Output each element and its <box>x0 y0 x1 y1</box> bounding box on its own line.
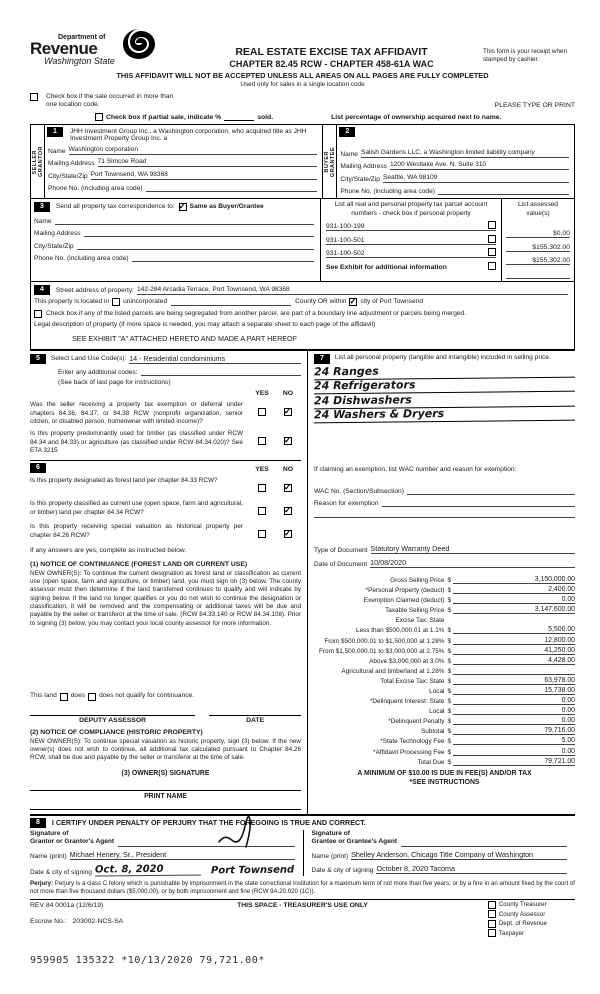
tax-row-personal: *Personal Property (deduct) $ 2,400.00 <box>365 586 575 595</box>
parcel-row <box>326 245 496 259</box>
q-yes-checkbox <box>258 484 266 492</box>
tax-row-total-due: Total Due $ 79,721.00 <box>417 757 575 766</box>
segregated-checkbox <box>34 310 42 318</box>
tax-row-penalty: *Delinquent Penalty $ 0.00 <box>388 717 575 726</box>
body-columns <box>30 350 575 814</box>
no-header: NO <box>282 466 294 474</box>
parcel-number: 931-100-501 <box>326 236 365 244</box>
tax-value <box>453 674 575 675</box>
legal-description-value: SEE EXHIBIT "A" ATTACHED HERETO AND MADE A PART HEREOF <box>72 333 298 343</box>
land-use-label: Select Land Use Code(s): <box>50 355 127 363</box>
tax-row-agricultural: Agricultural and timberland at 1.28% $ <box>314 665 575 675</box>
buyer-side-label1: BUYER <box>323 151 330 173</box>
tax-label: Less than $500,000.01 at 1.1% <box>355 627 445 635</box>
personal-property-item: 24 Ranges <box>314 362 575 379</box>
does-not-label: does not qualify for continuance. <box>99 692 195 700</box>
personal-property-header: List all personal property (tangible and intangible) included in selling price. <box>334 353 551 361</box>
grantor-name-value: Michael Henery, Sr., President <box>70 850 295 860</box>
parcel-personal-checkbox <box>488 221 496 229</box>
grantee-signature-block <box>303 830 576 876</box>
section6-badge: 6 <box>30 463 46 473</box>
tax-value: 3,150,000.00 <box>453 576 575 584</box>
additional-codes-label: Enter any additional codes: <box>58 369 138 377</box>
grantor-date-label: Date & city of signing <box>30 868 92 876</box>
personal-property-item: 24 Refrigerators <box>314 377 575 394</box>
tax-label: Local <box>429 708 445 716</box>
grantor-sig-label2: Grantor or Grantor's Agent <box>30 838 115 846</box>
tax-value: 0.00 <box>453 697 575 705</box>
grantor-signature-scribble <box>215 814 285 848</box>
section8-badge: 8 <box>30 818 46 828</box>
tax-value: 0.00 <box>453 748 575 756</box>
county-treasurer-checkbox <box>488 901 496 909</box>
doc-date-label: Date of Document <box>314 560 368 568</box>
qualify-prefix: This land <box>30 692 57 700</box>
corr-address-label: Mailing Address <box>34 230 81 238</box>
tax-label: Total Excise Tax: State <box>380 677 445 685</box>
doc-type-label: Type of Document <box>314 547 368 555</box>
legal-description-label: Legal description of property (if more space is needed, you may attach a separate sheet to each page of the affidavit) <box>34 321 376 329</box>
same-as-buyer-label: Same as Buyer/Grantee <box>189 203 264 211</box>
parcel-row <box>326 231 496 245</box>
see-instructions-note: *SEE INSTRUCTIONS <box>409 778 480 786</box>
ownership-note: List percentage of ownership acquired next to name. <box>331 114 502 122</box>
tax-value: 5,500.00 <box>453 626 575 634</box>
tax-label: Total Due <box>417 758 445 766</box>
copy-row <box>488 920 547 928</box>
tax-row-taxable: Taxable Selling Price $ 3,147,600.00 <box>385 606 575 615</box>
q-yes-checkbox <box>258 408 266 416</box>
tax-value: 5.00 <box>453 737 575 745</box>
multi-location-label: Check box if the sale occurred in more than one location code. <box>46 93 174 109</box>
parcel-number: 931-100-199 <box>326 223 365 231</box>
q-no-checkbox <box>284 408 292 416</box>
assessed-value: $155,302.00 <box>506 238 570 252</box>
logo-revenue-text: Revenue <box>30 39 98 58</box>
question-row <box>30 477 301 496</box>
corr-name-value <box>55 216 314 225</box>
print-name-label: PRINT NAME <box>144 792 187 800</box>
section3 <box>30 199 575 281</box>
tax-row-excise-head <box>314 614 575 624</box>
grantee-sig-label2: Grantee or Grantee's Agent <box>311 838 398 846</box>
personal-property-item: 24 Dishwashers <box>314 391 575 408</box>
question-text: Is this property classified as current use (open space, farm and agricultural, or timber) land per chapter 84.34 RCW? <box>30 500 243 516</box>
tax-row-delinquent-state: *Delinquent Interest: State $ 0.00 <box>369 697 575 706</box>
section3-badge: 3 <box>34 202 50 212</box>
seller-phone-value <box>146 183 318 192</box>
copy-row <box>488 929 547 937</box>
yes-header: YES <box>255 390 269 398</box>
no-header: NO <box>282 390 294 398</box>
q-yes-checkbox <box>258 507 266 515</box>
partial-sale-row <box>30 113 575 121</box>
please-type-note: PLEASE TYPE OR PRINT <box>494 102 575 110</box>
section5-badge: 5 <box>30 354 46 364</box>
tax-value: 3,147,600.00 <box>453 606 575 614</box>
q-yes-checkbox <box>258 437 266 445</box>
seller-side-strip <box>31 125 45 198</box>
buyer-side-strip <box>323 125 337 198</box>
grantor-date-value: Oct. 8, 2020 <box>95 863 201 876</box>
located-prefix: This property is located in <box>34 297 110 305</box>
question-text: Was the seller receiving a property tax exemption or deferral under chapters 84.36, 84.37, or 84.38 RCW (nonprofit organization, senior citizen, or disabled person, homeowner with limited income)? <box>30 401 243 426</box>
seller-name-value: Washington corporation <box>69 146 318 155</box>
acceptance-notice: THIS AFFIDAVIT WILL NOT BE ACCEPTED UNLESS ALL AREAS ON ALL PAGES ARE FULLY COMPLETED <box>116 71 489 80</box>
tax-value: 2,400.00 <box>453 586 575 594</box>
grantee-sig-label1: Signature of <box>311 829 350 837</box>
treasurer-use-label: THIS SPACE - TREASURER'S USE ONLY <box>237 901 368 909</box>
form-title: REAL ESTATE EXCISE TAX AFFIDAVIT <box>235 46 428 58</box>
tax-row-local: Local $ 15,738.00 <box>429 687 575 695</box>
tax-label: *Delinquent Interest: State <box>369 698 445 706</box>
tax-value: 0.00 <box>453 717 575 725</box>
section7-badge: 7 <box>314 354 330 364</box>
grantor-sig-label1: Signature of <box>30 829 69 837</box>
corr-name-label: Name <box>34 217 52 225</box>
city-checkbox <box>349 298 357 306</box>
see-exhibit-checkbox <box>488 262 496 270</box>
seller-preamble: JHH Investment Group Inc., a Washington corporation, who acquired title as JHH Investment Property Group Inc. a <box>70 128 307 143</box>
assessed-value: $155,302.00 <box>506 252 570 266</box>
seller-phone-label: Phone No. (including area code) <box>48 185 143 193</box>
title-block <box>180 34 483 69</box>
partial-sale-label: Check box if partial sale, indicate % <box>106 114 222 122</box>
tax-row-tier3: From $1,500,000.01 to $3,000,000 at 2.75% $ 41,250.00 <box>319 646 575 655</box>
assessed-value-blank <box>506 265 570 279</box>
parcel-row <box>326 218 496 232</box>
question-text: Is this property designated as forest land per chapter 84.33 RCW? <box>30 477 218 485</box>
q-no-checkbox <box>284 484 292 492</box>
buyer-city-label: City/State/Zip <box>340 175 380 183</box>
continuance-text: NEW OWNER(S): To continue the current designation as forest land or classification as current use (open space, farm and agriculture, or timber) land, you must sign on (3) below. The county assessor must then determine if the land transferred continues to qualify and will indicate by signing below. If the land no longer qualifies or you do not wish to continue the designation or classification, it will be removed and the compensating or additional taxes will be due and payable by the seller or transferor at the time of sale. (RCW 84.33.140 or RCW 84.34.108). Prior to signing (3) below, you may contact your local county assessor for more information. <box>30 569 301 627</box>
tax-row-total-state: Total Excise Tax: State $ 63,978.00 <box>380 676 575 685</box>
tax-value: 79,716.00 <box>453 727 575 735</box>
grantee-date-label: Date & city of signing <box>311 866 374 874</box>
grantee-signature-line <box>401 830 567 847</box>
tax-row-exemption: Exemption Claimed (deduct) $ 0.00 <box>363 596 575 605</box>
perjury-paragraph <box>30 880 575 896</box>
buyer-phone-value <box>438 186 569 195</box>
qualify-row <box>30 692 301 700</box>
instructions-note: (See back of last page for instructions) <box>58 379 171 387</box>
grantee-date-value: October 8, 2020 Tacoma <box>376 864 567 874</box>
any-yes-note: If any answers are yes, complete as instructed below. <box>30 547 187 555</box>
unincorporated-label: unincorporated <box>123 297 168 305</box>
tax-label: From $1,500,000.01 to $3,000,000 at 2.75% <box>319 647 445 655</box>
tax-label: Subtotal <box>420 728 445 736</box>
seller-city-label: City/State/Zip <box>48 172 88 180</box>
logo-state-text: Washington State <box>44 56 115 66</box>
grantee-name-label: Name (print) <box>311 853 349 861</box>
buyer-address-label: Mailing Address <box>340 163 387 171</box>
doc-type-value: Statutory Warranty Deed <box>371 544 575 554</box>
tax-label: *Delinquent Penalty <box>388 718 445 726</box>
tax-label: From $500,000.01 to $1,500,000 at 1.28% <box>324 637 445 645</box>
left-column <box>30 351 307 814</box>
section4 <box>30 282 575 350</box>
send-correspondence-label: Send all property tax correspondence to: <box>55 203 175 211</box>
deputy-assessor-label: DEPUTY ASSESSOR <box>30 715 195 724</box>
tax-label: *Affidavit Processing Fee <box>373 748 445 756</box>
escrow-label: Escrow No.: <box>30 917 67 925</box>
doc-date-value: 10/08/2020 <box>370 558 575 568</box>
tax-label: *Personal Property (deduct) <box>365 587 445 595</box>
section8 <box>30 814 575 876</box>
dor-swirl-icon <box>122 28 156 60</box>
copy-row <box>488 910 547 918</box>
minimum-due-note: A MINIMUM OF $10.00 IS DUE IN FEE(S) AND/OR TAX <box>357 769 532 777</box>
cashier-stamp: 959905 135322 *10/13/2020 79,721.00* <box>30 954 265 966</box>
buyer-side-label2: GRANTEE <box>329 146 336 178</box>
parties-row <box>30 124 575 199</box>
question-row <box>30 401 301 426</box>
tax-label: *State Technology Fee <box>380 738 445 746</box>
taxpayer-checkbox <box>488 929 496 937</box>
buyer-city-value: Seattle, WA 98109 <box>383 174 569 183</box>
question-text: Is this property receiving special valuation as historical property per chapter 84.26 RCW? <box>30 523 243 539</box>
certify-statement: I CERTIFY UNDER PENALTY OF PERJURY THAT THE FOREGOING IS TRUE AND CORRECT. <box>51 818 366 828</box>
assessed-header: List assessed value(s) <box>518 201 558 217</box>
grantor-signature-block <box>30 830 303 876</box>
tax-value: 15,738.00 <box>453 687 575 695</box>
unincorporated-checkbox <box>112 298 120 306</box>
tax-value: 41,250.00 <box>453 647 575 655</box>
multi-location-checkbox <box>30 93 38 101</box>
tax-correspondence-block <box>31 199 320 280</box>
parcel-personal-checkbox <box>488 235 496 243</box>
wac-label: WAC No. (Section/Subsection) <box>314 487 404 495</box>
tax-label: Gross Selling Price <box>390 576 445 584</box>
assessor-signature-row <box>30 715 301 724</box>
yes-no-header <box>30 390 301 397</box>
compliance-title: (2) NOTICE OF COMPLIANCE (HISTORIC PROPERTY) <box>30 728 203 736</box>
corr-phone-label: Phone No. (including area code) <box>34 255 129 263</box>
dept-revenue-checkbox <box>488 920 496 928</box>
parcel-header: List all real and personal property tax parcel account numbers - check box if personal property <box>334 201 488 217</box>
grantor-city-value: Port Townsend <box>211 864 295 877</box>
tax-value: 79,721.00 <box>453 758 575 766</box>
corr-phone-value <box>132 253 314 262</box>
buyer-fields <box>337 125 574 198</box>
city-of-label: city of Port Townsend <box>360 297 424 305</box>
seller-address-label: Mailing Address <box>48 160 95 168</box>
partial-sale-suffix: sold. <box>257 114 274 122</box>
q-no-checkbox <box>284 530 292 538</box>
parcel-list-block <box>320 199 502 280</box>
tax-value: 0.00 <box>453 596 575 604</box>
seller-city-value: Port Townsend, WA 98368 <box>91 171 318 180</box>
buyer-name-label: Name <box>340 150 358 158</box>
buyer-name-value: Salish Gardens LLC, a Washington limited liability company <box>361 149 569 158</box>
question-row <box>30 523 301 542</box>
section1-badge: 1 <box>47 127 63 137</box>
tax-row-processing-fee: *Affidavit Processing Fee $ 0.00 <box>373 747 575 756</box>
buyer-box <box>323 124 575 199</box>
exemption-note: If claiming an exemption, list WAC number and reason for exemption: <box>314 465 517 473</box>
date-label: DATE <box>209 715 301 724</box>
owner-signature-line <box>30 790 301 791</box>
seller-side-label1: SELLER <box>31 149 38 175</box>
q-no-checkbox <box>284 507 292 515</box>
tax-row-gross: Gross Selling Price $ 3,150,000.00 <box>390 575 575 584</box>
reason-extra-line <box>314 507 575 518</box>
personal-property-item: 24 Washers & Dryers <box>314 406 575 423</box>
located-middle: County OR within <box>295 297 347 305</box>
reason-label: Reason for exemption <box>314 500 379 508</box>
seller-fields <box>45 125 322 198</box>
section6-header <box>30 460 301 473</box>
print-name-line <box>30 809 301 810</box>
grantee-name-value: Shelley Anderson, Chicago Title Company of Washington <box>351 850 567 860</box>
tax-label: Taxable Selling Price <box>385 607 445 615</box>
seller-address-value: 71 Simcoe Road <box>98 158 318 167</box>
tax-row-subtotal: Subtotal $ 79,716.00 <box>420 727 575 736</box>
does-not-checkbox <box>88 693 96 701</box>
buyer-address-value: 1200 Westlake Ave. N. Suite 310 <box>390 161 569 170</box>
owners-signature-label: (3) OWNER(S) SIGNATURE <box>121 769 210 777</box>
corr-city-label: City/State/Zip <box>34 242 74 250</box>
q-no-checkbox <box>284 437 292 445</box>
copy-label: Taxpayer <box>498 929 524 937</box>
partial-sale-checkbox <box>95 113 103 121</box>
tax-row-tech-fee: *State Technology Fee $ 5.00 <box>380 737 575 746</box>
tax-label: Above $3,000,000 at 3.0% <box>369 657 445 665</box>
reason-value <box>382 498 575 507</box>
header <box>30 34 575 69</box>
copy-label: County Assessor <box>498 910 546 918</box>
tax-value: 0.00 <box>453 707 575 715</box>
copy-label: Dept. of Revenue <box>498 920 547 928</box>
logo-dept-text: Department of <box>58 34 106 41</box>
question-row <box>30 430 301 455</box>
tax-value: 63,978.00 <box>453 677 575 685</box>
tax-label: Excise Tax: State <box>395 617 445 625</box>
seller-side-label2: GRANTOR <box>37 146 44 178</box>
rev-number: REV 84 0001a (12/6/19) <box>30 901 104 909</box>
right-column <box>307 351 575 814</box>
corr-city-value <box>77 241 314 250</box>
usage-note: Used only for sales in a single location code <box>240 81 365 88</box>
multi-location-row <box>30 93 575 109</box>
tax-label: Agricultural and timberland at 1.28% <box>341 667 445 675</box>
form-subtitle: CHAPTER 82.45 RCW - CHAPTER 458-61A WAC <box>229 59 434 69</box>
escrow-value: 203002-NCS-SA <box>72 917 124 925</box>
see-exhibit-row <box>326 258 496 271</box>
street-address-label: Street address of property: <box>55 286 134 294</box>
copy-row <box>488 901 547 909</box>
question-text: Is this property predominantly used for timber (as classified under RCW 84.34 and 84.33) or agriculture (as classified under RCW 84.34.020)? See ETA 3215 <box>30 430 243 455</box>
tax-label: Exemption Claimed (deduct) <box>363 597 445 605</box>
tax-value: 12,800.00 <box>453 637 575 645</box>
perjury-label: Perjury: <box>30 879 54 887</box>
tax-row-tier4: Above $3,000,000 at 3.0% $ 4,428.00 <box>369 656 575 665</box>
land-use-value: 14 - Residential condominiums <box>129 356 301 364</box>
perjury-text: Perjury is a class C felony which is punishable by imprisonment in the state correctional institution for a maximum term of not more than five years, or by a fine in an amount fixed by the court of not more than five thousand dollars ($5,000.00), or by both imprisonment and fine (RCW 9A.20.020 (1C)). <box>30 879 575 895</box>
continuance-title: (1) NOTICE OF CONTINUANCE (FOREST LAND OR CURRENT USE) <box>30 560 248 568</box>
q-yes-checkbox <box>258 530 266 538</box>
parcel-number: 931-100-502 <box>326 250 365 258</box>
receipt-note: This form is your receipt when stamped by cashier. <box>483 48 567 63</box>
section2-badge: 2 <box>339 127 355 137</box>
additional-codes-value <box>141 367 301 376</box>
county-assessor-checkbox <box>488 910 496 918</box>
seller-box <box>30 124 323 199</box>
see-exhibit-label: See Exhibit for additional information <box>326 263 447 271</box>
seller-name-label: Name <box>48 147 66 155</box>
buyer-phone-label: Phone No. (including area code) <box>340 188 435 196</box>
tax-row-tier2: From $500,000.01 to $1,500,000 at 1.28% $ 12,800.00 <box>324 636 575 645</box>
same-as-buyer-checkbox <box>179 203 187 211</box>
tax-row-tier1: Less than $500,000.01 at 1.1% $ 5,500.00 <box>355 626 575 635</box>
tax-table <box>314 574 575 766</box>
tax-row-delinquent-local: Local $ 0.00 <box>429 707 575 716</box>
segregated-label: Check box if any of the listed parcels are being segregated from another parcel, are part of a boundary line adjustment or parcels being merged. <box>46 310 467 318</box>
street-address-value: 142-284 Arcadia Terrace, Port Townsend, WA 98368 <box>137 286 568 295</box>
grantor-name-label: Name (print) <box>30 853 67 861</box>
does-checkbox <box>60 693 68 701</box>
wac-value <box>407 486 575 495</box>
assessed-values-block <box>502 199 574 280</box>
tax-label: Local <box>429 688 445 695</box>
assessed-value: $0.00 <box>506 225 570 239</box>
section4-badge: 4 <box>34 285 50 295</box>
copy-label: County Treasurer <box>498 901 547 909</box>
county-field <box>171 305 291 306</box>
partial-sale-percent-field <box>224 120 254 121</box>
compliance-text: NEW OWNER(S): To continue special valuation as historic property, sign (3) below. If the new owner(s) does not wish to continue, all additional tax calculated pursuant to Chapter 84.26 RCW, shall be due and payable by the seller or transferor at the time of sale. <box>30 737 301 762</box>
dor-logo <box>30 34 180 69</box>
distribution-copies <box>488 901 547 939</box>
tax-value: 4,428.00 <box>453 657 575 665</box>
yes-header: YES <box>255 466 269 474</box>
corr-address-value <box>84 228 314 237</box>
grantor-signature-line <box>118 830 294 847</box>
parcel-personal-checkbox <box>488 248 496 256</box>
does-label: does <box>70 692 86 700</box>
question-row <box>30 500 301 519</box>
